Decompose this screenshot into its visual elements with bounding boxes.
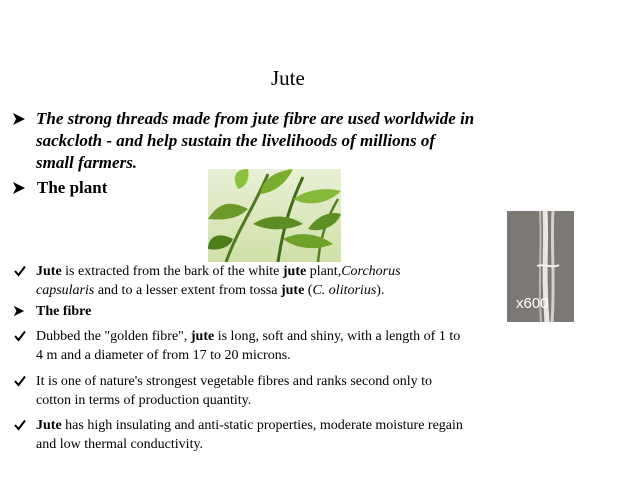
check-bullet-icon — [14, 265, 26, 277]
arrow-bullet-icon — [12, 181, 26, 195]
golden-line-1: Dubbed the "golden fibre", jute is long, soft and shiny, with a length of 1 to — [36, 329, 461, 344]
strongest-line-1: It is one of nature's strongest vegetable fibres and ranks second only to — [36, 374, 432, 389]
arrow-bullet-icon — [13, 305, 25, 317]
insulating-line-2: and low thermal conductivity. — [36, 437, 204, 452]
plant-label: The plant — [37, 178, 108, 197]
jute-fibre-micrograph — [507, 211, 574, 322]
arrow-bullet-icon — [12, 112, 26, 126]
fibre-label: The fibre — [36, 304, 92, 319]
magnification-label: x600 — [516, 295, 549, 312]
intro-line-3: small farmers. — [36, 153, 138, 172]
jute-plant-photo — [208, 169, 341, 262]
check-bullet-icon — [14, 419, 26, 431]
slide-title: Jute — [271, 66, 305, 90]
golden-line-2: 4 m and a diameter of from 17 to 20 microns. — [36, 348, 291, 363]
extracted-line-2: capsularis and to a lesser extent from tossa jute (C. olitorius). — [36, 283, 385, 298]
intro-line-1: The strong threads made from jute fibre are used worldwide in — [36, 109, 475, 128]
check-bullet-icon — [14, 330, 26, 342]
extracted-line-1: Jute is extracted from the bark of the white jute plant,Corchorus — [36, 264, 401, 279]
strongest-line-2: cotton in terms of production quantity. — [36, 393, 252, 408]
check-bullet-icon — [14, 375, 26, 387]
intro-line-2: sackcloth - and help sustain the livelihoods of millions of — [36, 131, 436, 150]
insulating-line-1: Jute has high insulating and anti-static properties, moderate moisture regain — [36, 418, 463, 433]
